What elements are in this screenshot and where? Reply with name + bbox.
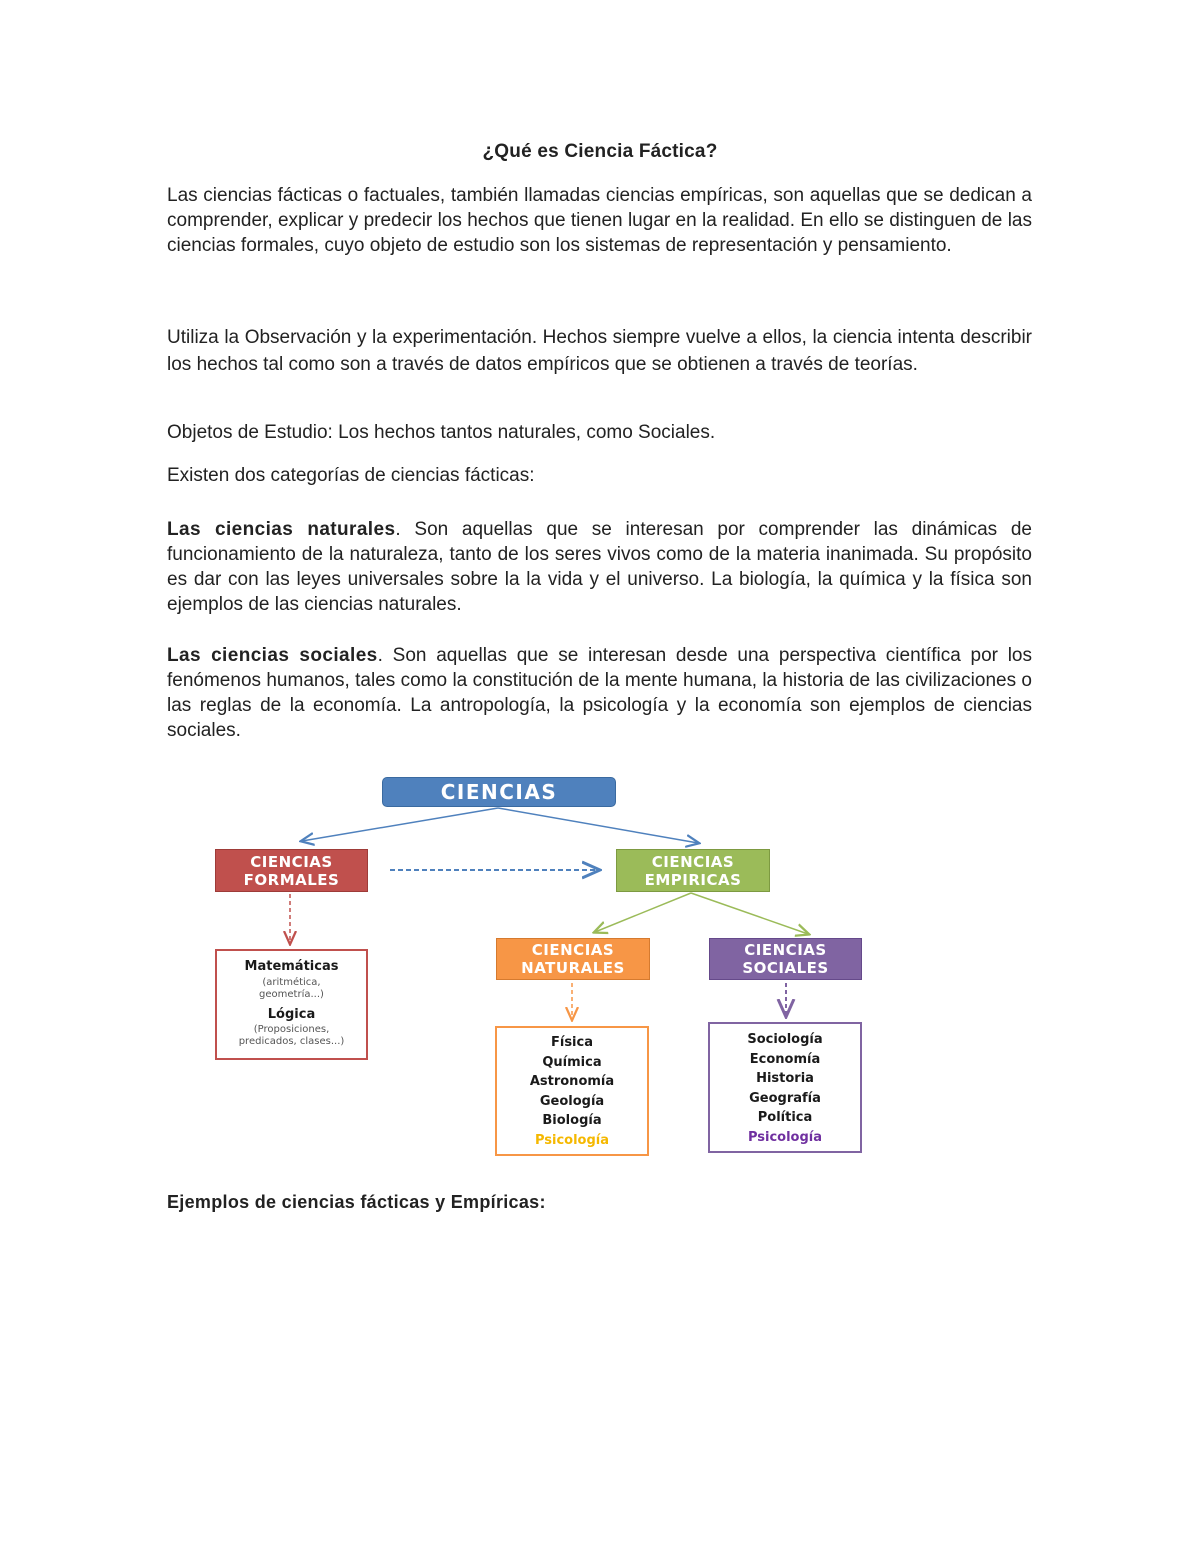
intro-paragraph: Las ciencias fácticas o factuales, también llamadas ciencias empíricas, son aquellas que se dedican a comprender, explicar y predecir los hechos que tienen lugar en la realidad. En ello se distinguen de las ciencias formales, cuyo objeto de estudio son los sistemas de representación y pensamiento. (167, 185, 1032, 256)
item-geografia: Geografía (749, 1090, 821, 1106)
ciencias-naturales-node (496, 938, 650, 980)
item-historia: Historia (756, 1071, 814, 1087)
formales-items-box (215, 949, 368, 1060)
naturales-line-2: NATURALES (521, 959, 625, 977)
item-logica: Lógica (267, 1006, 316, 1022)
sociales-line-2: SOCIALES (742, 959, 829, 977)
item-matematicas: Matemáticas (244, 959, 339, 974)
objects-paragraph: Objetos de Estudio: Los hechos tantos naturales, como Sociales. (167, 422, 716, 443)
sociales-text: . Son aquellas que se interesan desde una perspectiva científica por los fenómenos humanos, tales como la constitución de la mente humana, la historia de las civilizaciones o las reglas de la economía. La antropología, la psicología y la economía son ejemplos de ciencias sociales. (167, 645, 1033, 741)
categories-intro: Existen dos categorías de ciencias fácticas: (167, 465, 535, 486)
arrow-empiricas-to-sociales (691, 893, 808, 934)
arrow-empiricas-to-naturales (595, 893, 691, 932)
naturales-label: Las ciencias naturales (167, 519, 396, 540)
item-psicologia-sociales: Psicología (747, 1129, 823, 1145)
sociales-line-1: CIENCIAS (744, 941, 827, 959)
logica-sub-1: (Proposiciones, (253, 1024, 330, 1036)
arrow-root-to-empiricas (498, 808, 698, 843)
formales-line-2: FORMALES (243, 871, 340, 889)
item-psicologia-naturales: Psicología (534, 1132, 610, 1148)
examples-heading: Ejemplos de ciencias fácticas y Empíricas: (167, 1192, 546, 1212)
sociales-items-box (708, 1022, 862, 1153)
matematicas-sub-1: (aritmética, (262, 976, 321, 988)
item-biologia: Biología (542, 1113, 602, 1129)
observation-paragraph: Utiliza la Observación y la experimentación. Hechos siempre vuelve a ellos, la ciencia intenta describir los hechos tal como son a través de datos empíricos que se obtienen a través de teorías. (167, 327, 1032, 375)
empiricas-line-1: CIENCIAS (651, 853, 735, 871)
sociales-label: Las ciencias sociales (167, 645, 378, 666)
ciencias-formales-node (215, 849, 368, 892)
page-title: ¿Qué es Ciencia Fáctica? (482, 141, 718, 162)
item-astronomia: Astronomía (529, 1074, 615, 1090)
ciencias-root-label: CIENCIAS (440, 780, 558, 804)
item-politica: Política (757, 1110, 813, 1126)
formales-line-1: CIENCIAS (250, 853, 333, 871)
naturales-paragraph (167, 517, 1032, 617)
sociales-paragraph (167, 643, 1032, 743)
matematicas-sub-2: geometría...) (259, 988, 324, 1000)
naturales-items-box (495, 1026, 649, 1156)
item-fisica: Física (550, 1035, 593, 1050)
item-quimica: Química (542, 1054, 602, 1070)
arrow-root-to-formales (302, 808, 498, 841)
logica-sub-2: predicados, clases...) (238, 1036, 345, 1048)
ciencias-sociales-node (709, 938, 862, 980)
naturales-text: . Son aquellas que se interesan por comprender las dinámicas de funcionamiento de la naturaleza, tanto de los seres vivos como de la materia inanimada. Su propósito es dar con las leyes universales sobre la la vida y el universo. La biología, la química y la física son ejemplos de las ciencias naturales. (167, 519, 1032, 615)
naturales-line-1: CIENCIAS (531, 941, 615, 959)
ciencias-empiricas-node (616, 849, 770, 892)
ciencias-root-node (382, 777, 616, 807)
empiricas-line-2: EMPIRICAS (644, 871, 742, 889)
item-sociologia: Sociología (747, 1032, 823, 1047)
item-geologia: Geología (539, 1093, 605, 1109)
item-economia: Economía (749, 1051, 821, 1067)
